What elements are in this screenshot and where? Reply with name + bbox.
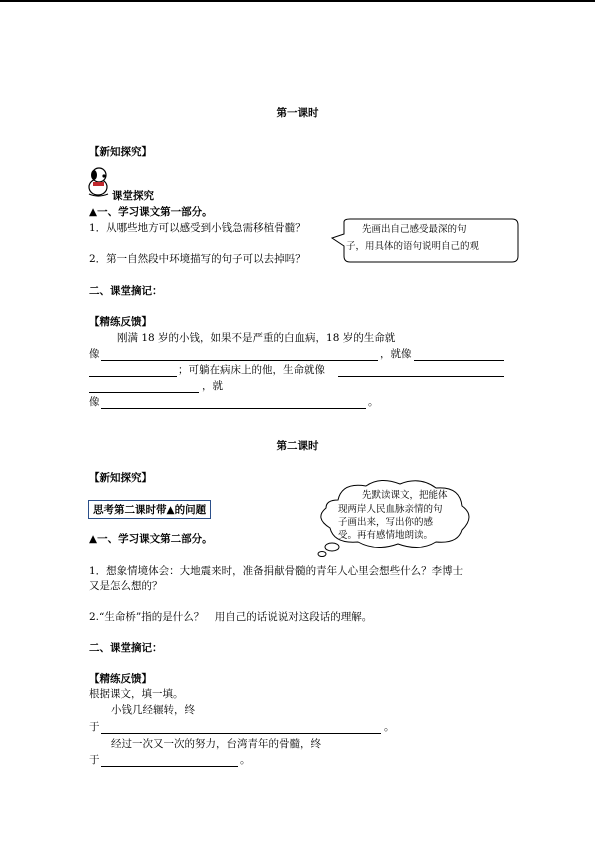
lesson1-new-knowledge-heading: 【新知探究】 bbox=[89, 146, 152, 158]
fill-blank-2[interactable] bbox=[101, 756, 238, 767]
lesson2-new-knowledge-heading: 【新知探究】 bbox=[89, 472, 152, 484]
callout-line-1: 先画出自己感受最深的句 bbox=[362, 224, 467, 235]
lesson2-question-2: 2.“生命桥”指的是什么？ 用自己的话说说对这段话的理解。 bbox=[89, 611, 373, 623]
lesson2-question-1-line-1: 1．想象情境体会：大地震来时，准备捐献骨髓的青年人心里会想些什么？李博士 bbox=[89, 565, 464, 577]
lesson1-section-heading: ▲一、学习课文第一部分。 bbox=[89, 206, 213, 218]
lesson2-practice-heading: 【精练反馈】 bbox=[89, 673, 152, 685]
fill-2-line-1: 经过一次又一次的努力，台湾青年的骨髓，终 bbox=[111, 738, 321, 750]
practice-line-3: ；可躺在病床上的他，生命就像 bbox=[178, 364, 325, 376]
lesson1-question-1: 1．从哪些地方可以感受到小钱急需移植骨髓？ bbox=[89, 222, 306, 234]
callout-line-2: 子，用具体的语句说明自己的观 bbox=[346, 241, 480, 252]
think-box: 思考第二课时带▲的问题 bbox=[88, 500, 211, 519]
blank-1[interactable] bbox=[101, 350, 378, 361]
blank-4[interactable] bbox=[338, 366, 504, 377]
blank-5[interactable] bbox=[89, 382, 199, 393]
lesson1-question-2: 2．第一自然段中环境描写的句子可以去掉吗？ bbox=[89, 253, 306, 265]
fill-2-line-2-end: 。 bbox=[240, 754, 251, 766]
lesson2-title: 第二课时 bbox=[276, 440, 319, 452]
fill-intro: 根据课文，填一填。 bbox=[89, 688, 184, 700]
lesson1-notes-heading: 二、课堂摘记： bbox=[89, 285, 163, 297]
practice-line-4: ，就 bbox=[202, 380, 223, 392]
lesson2-section-heading: ▲一、学习课文第二部分。 bbox=[89, 533, 213, 545]
cloud-line-2: 现两岸人民血脉亲情的句 bbox=[338, 504, 443, 515]
practice-line-5-end: 。 bbox=[368, 396, 379, 408]
snoopy-icon bbox=[81, 164, 115, 198]
blank-6[interactable] bbox=[101, 398, 366, 409]
fill-1-line-2-start: 于 bbox=[89, 721, 100, 733]
lesson1-practice-heading: 【精练反馈】 bbox=[89, 316, 152, 328]
cloud-line-4: 受。再有感情地朗读。 bbox=[338, 530, 434, 541]
practice-line-2-start: 像 bbox=[89, 348, 100, 360]
cloud-line-3: 子画出来，写出你的感 bbox=[338, 517, 434, 528]
fill-2-line-2-start: 于 bbox=[89, 754, 100, 766]
practice-line-5-start: 像 bbox=[89, 396, 100, 408]
cloud-line-1: 先默读课文，把能体 bbox=[362, 490, 448, 501]
practice-line-1: 刚满 18 岁的小钱，如果不是严重的白血病，18 岁的生命就 bbox=[117, 332, 396, 344]
blank-2[interactable] bbox=[414, 350, 504, 361]
practice-line-2-end: ，就像 bbox=[380, 348, 412, 360]
lesson2-question-1-line-2: 又是怎么想的？ bbox=[89, 580, 163, 592]
lesson2-notes-heading: 二、课堂摘记： bbox=[89, 642, 163, 654]
fill-1-line-1: 小钱几经辗转，终 bbox=[111, 704, 195, 716]
class-explore-heading: 课堂探究 bbox=[112, 190, 154, 202]
lesson1-title: 第一课时 bbox=[276, 107, 319, 119]
blank-3[interactable] bbox=[89, 366, 177, 377]
fill-blank-1[interactable] bbox=[101, 723, 381, 734]
fill-1-line-2-end: 。 bbox=[384, 721, 395, 733]
page-top-border bbox=[0, 0, 595, 2]
